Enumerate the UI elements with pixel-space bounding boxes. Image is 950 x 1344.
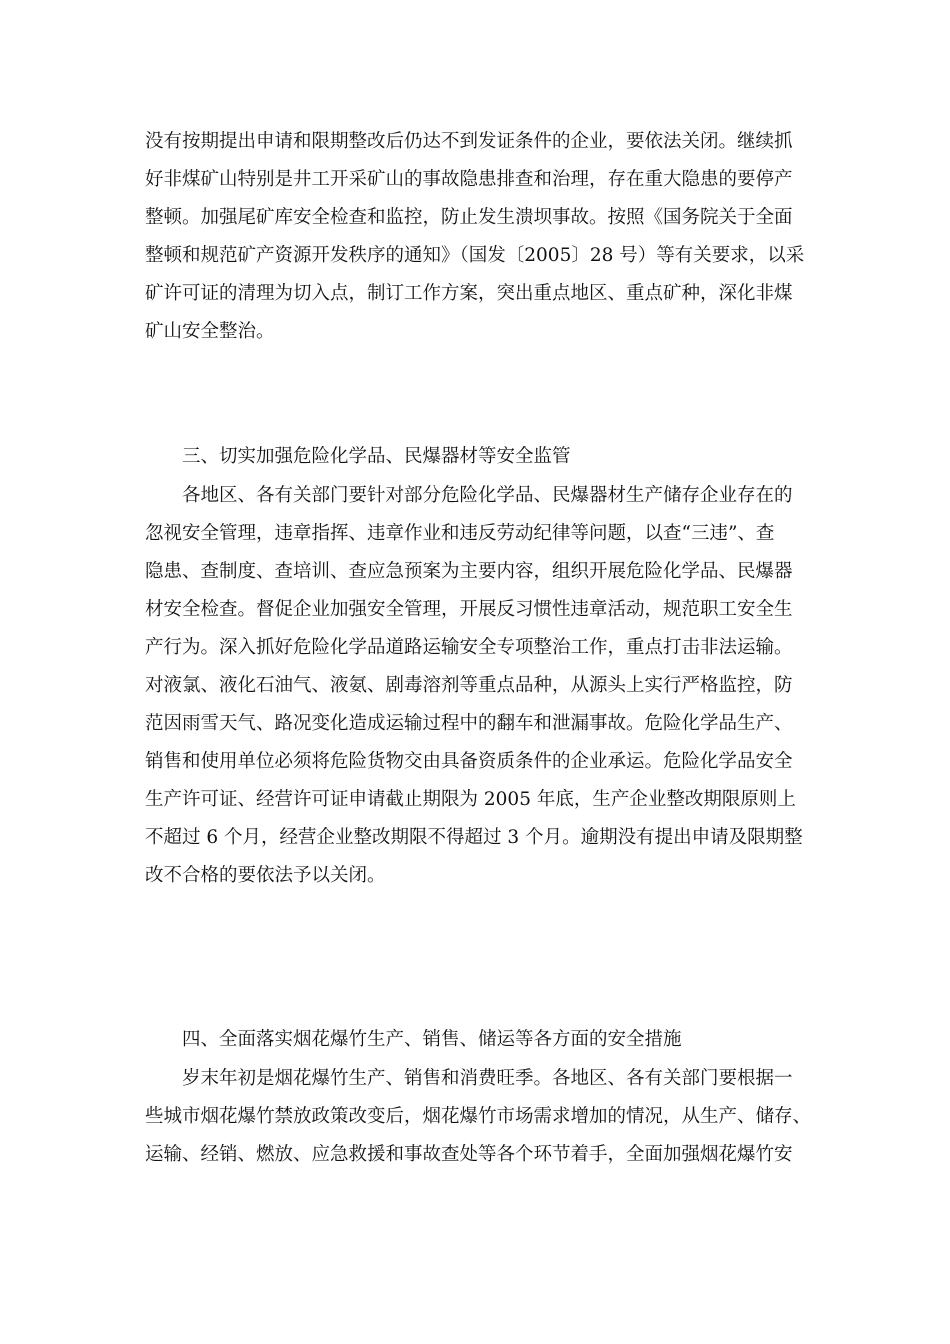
- paragraph-line: 矿山安全整治。: [145, 321, 275, 342]
- paragraph-line: 不超过 6 个月，经营企业整改期限不得超过 3 个月。逾期没有提出申请及限期整: [145, 827, 803, 848]
- paragraph-line: 对液氯、液化石油气、液氨、剧毒溶剂等重点品种，从源头上实行严格监控，防: [145, 675, 793, 696]
- paragraph-line: 整顿。加强尾矿库安全检查和监控，防止发生溃坝事故。按照《国务院关于全面: [145, 207, 793, 228]
- paragraph-line: 矿许可证的清理为切入点，制订工作方案，突出重点地区、重点矿种，深化非煤: [145, 283, 793, 304]
- paragraph-line: 销售和使用单位必须将危险货物交由具备资质条件的企业承运。危险化学品安全: [145, 751, 793, 772]
- section-heading: 四、全面落实烟花爆竹生产、销售、储运等各方面的安全措施: [182, 1029, 682, 1050]
- paragraph-line: 岁末年初是烟花爆竹生产、销售和消费旺季。各地区、各有关部门要根据一: [182, 1068, 793, 1089]
- paragraph-line: 些城市烟花爆竹禁放政策改变后，烟花爆竹市场需求增加的情况，从生产、储存、: [145, 1106, 812, 1127]
- paragraph-line: 忽视安全管理，违章指挥、违章作业和违反劳动纪律等问题，以查“三违”、查: [145, 523, 775, 544]
- paragraph-line: 生产许可证、经营许可证申请截止期限为 2005 年底，生产企业整改期限原则上: [145, 789, 796, 810]
- paragraph-line: 隐患、查制度、查培训、查应急预案为主要内容，组织开展危险化学品、民爆器: [145, 561, 793, 582]
- paragraph-line: 运输、经销、燃放、应急救援和事故查处等各个环节着手，全面加强烟花爆竹安: [145, 1144, 793, 1165]
- paragraph-line: 没有按期提出申请和限期整改后仍达不到发证条件的企业，要依法关闭。继续抓: [145, 131, 793, 152]
- paragraph-line: 好非煤矿山特别是井工开采矿山的事故隐患排查和治理，存在重大隐患的要停产: [145, 169, 793, 190]
- section-heading: 三、切实加强危险化学品、民爆器材等安全监管: [182, 446, 571, 467]
- paragraph-line: 材安全检查。督促企业加强安全管理，开展反习惯性违章活动，规范职工安全生: [145, 599, 793, 620]
- paragraph-line: 各地区、各有关部门要针对部分危险化学品、民爆器材生产储存企业存在的: [182, 485, 793, 506]
- paragraph-line: 产行为。深入抓好危险化学品道路运输安全专项整治工作，重点打击非法运输。: [145, 637, 793, 658]
- paragraph-line: 范因雨雪天气、路况变化造成运输过程中的翻车和泄漏事故。危险化学品生产、: [145, 713, 793, 734]
- paragraph-line: 整顿和规范矿产资源开发秩序的通知》（国发〔2005〕28 号）等有关要求，以采: [145, 245, 805, 266]
- paragraph-line: 改不合格的要依法予以关闭。: [145, 865, 386, 886]
